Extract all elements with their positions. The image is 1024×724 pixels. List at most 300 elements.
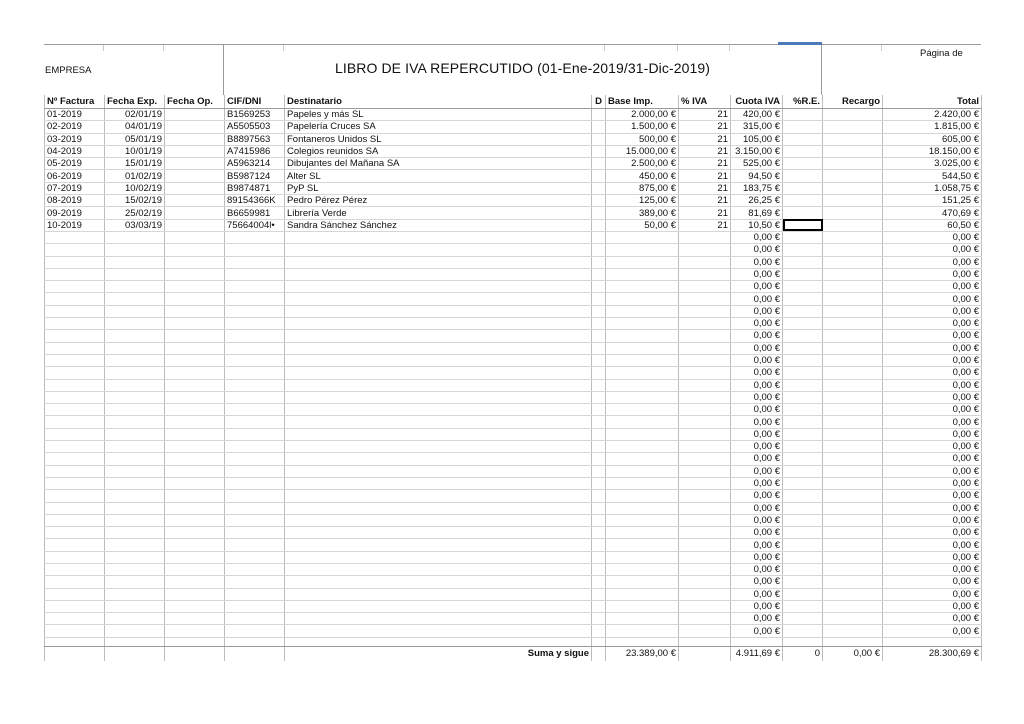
total-dest[interactable]: Suma y sigue bbox=[285, 646, 592, 661]
cell-iva[interactable] bbox=[679, 293, 731, 305]
cell-iva[interactable]: 21 bbox=[679, 207, 731, 219]
cell-base[interactable] bbox=[606, 453, 679, 465]
cell-base[interactable] bbox=[606, 379, 679, 391]
cell-fop[interactable] bbox=[165, 109, 225, 121]
cell-recargo[interactable] bbox=[823, 219, 883, 231]
total-cif[interactable] bbox=[225, 646, 285, 661]
cell-factura[interactable] bbox=[45, 293, 105, 305]
cell-re[interactable] bbox=[783, 527, 823, 539]
cell-cif[interactable]: B1569253 bbox=[225, 109, 285, 121]
cell-iva[interactable] bbox=[679, 305, 731, 317]
cell-dest[interactable] bbox=[285, 477, 592, 489]
cell-iva[interactable] bbox=[679, 588, 731, 600]
cell-fexp[interactable] bbox=[105, 342, 165, 354]
cell-recargo[interactable] bbox=[823, 404, 883, 416]
cell-total[interactable]: 1.058,75 € bbox=[883, 182, 982, 194]
cell-cuota[interactable]: 0,00 € bbox=[731, 305, 783, 317]
cell-iva[interactable] bbox=[679, 527, 731, 539]
cell-iva[interactable] bbox=[679, 391, 731, 403]
cell-d[interactable] bbox=[592, 330, 606, 342]
col-header-fecha-exp[interactable]: Fecha Exp. bbox=[105, 95, 165, 109]
cell-fexp[interactable] bbox=[105, 268, 165, 280]
cell-total[interactable]: 2.420,00 € bbox=[883, 109, 982, 121]
total-factura[interactable] bbox=[45, 646, 105, 661]
cell-cif[interactable] bbox=[225, 514, 285, 526]
cell-factura[interactable] bbox=[45, 465, 105, 477]
cell-fexp[interactable] bbox=[105, 490, 165, 502]
cell-d[interactable] bbox=[592, 158, 606, 170]
cell-iva[interactable] bbox=[679, 281, 731, 293]
cell-cif[interactable] bbox=[225, 551, 285, 563]
cell-dest[interactable] bbox=[285, 391, 592, 403]
cell-fexp[interactable]: 03/03/19 bbox=[105, 219, 165, 231]
cell-fexp[interactable] bbox=[105, 367, 165, 379]
cell-dest[interactable]: Sandra Sánchez Sánchez bbox=[285, 219, 592, 231]
cell-base[interactable] bbox=[606, 490, 679, 502]
cell-cif[interactable] bbox=[225, 268, 285, 280]
cell-recargo[interactable] bbox=[823, 588, 883, 600]
cell-fop[interactable] bbox=[165, 600, 225, 612]
cell-fop[interactable] bbox=[165, 219, 225, 231]
cell-fexp[interactable] bbox=[105, 391, 165, 403]
cell-re[interactable] bbox=[783, 441, 823, 453]
cell-d[interactable] bbox=[592, 354, 606, 366]
cell-total[interactable]: 544,50 € bbox=[883, 170, 982, 182]
cell-fexp[interactable] bbox=[105, 527, 165, 539]
cell-fexp[interactable]: 01/02/19 bbox=[105, 170, 165, 182]
total-recargo[interactable]: 0,00 € bbox=[823, 646, 883, 661]
cell-cif[interactable] bbox=[225, 453, 285, 465]
cell-iva[interactable] bbox=[679, 477, 731, 489]
cell-factura[interactable] bbox=[45, 318, 105, 330]
cell-total[interactable]: 0,00 € bbox=[883, 465, 982, 477]
cell-dest[interactable] bbox=[285, 330, 592, 342]
cell-factura[interactable] bbox=[45, 600, 105, 612]
cell-d[interactable] bbox=[592, 379, 606, 391]
cell-fop[interactable] bbox=[165, 367, 225, 379]
cell-cuota[interactable]: 0,00 € bbox=[731, 576, 783, 588]
cell-base[interactable] bbox=[606, 404, 679, 416]
cell-d[interactable] bbox=[592, 145, 606, 157]
cell-fop[interactable] bbox=[165, 502, 225, 514]
cell-cuota[interactable]: 0,00 € bbox=[731, 268, 783, 280]
col-header-iva[interactable]: % IVA bbox=[679, 95, 731, 109]
cell-cuota[interactable]: 0,00 € bbox=[731, 330, 783, 342]
cell-fop[interactable] bbox=[165, 637, 225, 646]
cell-fop[interactable] bbox=[165, 330, 225, 342]
cell-factura[interactable]: 05-2019 bbox=[45, 158, 105, 170]
cell-cuota[interactable]: 0,00 € bbox=[731, 477, 783, 489]
cell-fexp[interactable] bbox=[105, 563, 165, 575]
cell-d[interactable] bbox=[592, 133, 606, 145]
cell-dest[interactable] bbox=[285, 293, 592, 305]
cell-fexp[interactable]: 04/01/19 bbox=[105, 121, 165, 133]
cell-total[interactable]: 0,00 € bbox=[883, 613, 982, 625]
cell-cuota[interactable]: 0,00 € bbox=[731, 441, 783, 453]
cell-cuota[interactable]: 0,00 € bbox=[731, 588, 783, 600]
cell-fop[interactable] bbox=[165, 207, 225, 219]
col-header-recargo[interactable]: Recargo bbox=[823, 95, 883, 109]
cell-dest[interactable]: Papelería Cruces SA bbox=[285, 121, 592, 133]
cell-fexp[interactable] bbox=[105, 379, 165, 391]
cell-base[interactable] bbox=[606, 416, 679, 428]
cell-factura[interactable] bbox=[45, 268, 105, 280]
cell-recargo[interactable] bbox=[823, 281, 883, 293]
cell-factura[interactable] bbox=[45, 367, 105, 379]
cell-fop[interactable] bbox=[165, 293, 225, 305]
cell-cif[interactable] bbox=[225, 354, 285, 366]
cell-fop[interactable] bbox=[165, 477, 225, 489]
total-re[interactable]: 0 bbox=[783, 646, 823, 661]
cell-dest[interactable] bbox=[285, 465, 592, 477]
cell-recargo[interactable] bbox=[823, 490, 883, 502]
cell-iva[interactable]: 21 bbox=[679, 219, 731, 231]
cell-total[interactable]: 0,00 € bbox=[883, 625, 982, 637]
cell-dest[interactable]: Pedro Pérez Pérez bbox=[285, 195, 592, 207]
cell-re[interactable] bbox=[783, 416, 823, 428]
cell-base[interactable] bbox=[606, 231, 679, 243]
cell-dest[interactable] bbox=[285, 231, 592, 243]
cell-dest[interactable] bbox=[285, 514, 592, 526]
cell-iva[interactable] bbox=[679, 539, 731, 551]
cell-fop[interactable] bbox=[165, 121, 225, 133]
cell-cif[interactable] bbox=[225, 539, 285, 551]
cell-recargo[interactable] bbox=[823, 391, 883, 403]
col-header-factura[interactable]: Nº Factura bbox=[45, 95, 105, 109]
cell-cuota[interactable]: 0,00 € bbox=[731, 527, 783, 539]
cell-fexp[interactable] bbox=[105, 539, 165, 551]
cell-re[interactable] bbox=[783, 514, 823, 526]
total-d[interactable] bbox=[592, 646, 606, 661]
cell-d[interactable] bbox=[592, 514, 606, 526]
cell-recargo[interactable] bbox=[823, 563, 883, 575]
cell-fexp[interactable] bbox=[105, 613, 165, 625]
cell-total[interactable]: 0,00 € bbox=[883, 404, 982, 416]
cell-iva[interactable] bbox=[679, 441, 731, 453]
cell-d[interactable] bbox=[592, 490, 606, 502]
cell-total[interactable]: 60,50 € bbox=[883, 219, 982, 231]
cell-cuota[interactable] bbox=[731, 637, 783, 646]
cell-re[interactable] bbox=[783, 539, 823, 551]
cell-total[interactable]: 0,00 € bbox=[883, 379, 982, 391]
cell-fop[interactable] bbox=[165, 576, 225, 588]
cell-cuota[interactable]: 183,75 € bbox=[731, 182, 783, 194]
total-cuota[interactable]: 4.911,69 € bbox=[731, 646, 783, 661]
cell-cuota[interactable]: 0,00 € bbox=[731, 600, 783, 612]
cell-d[interactable] bbox=[592, 268, 606, 280]
cell-recargo[interactable] bbox=[823, 625, 883, 637]
cell-re[interactable] bbox=[783, 145, 823, 157]
cell-total[interactable]: 0,00 € bbox=[883, 256, 982, 268]
cell-total[interactable]: 1.815,00 € bbox=[883, 121, 982, 133]
cell-iva[interactable] bbox=[679, 330, 731, 342]
cell-base[interactable] bbox=[606, 256, 679, 268]
cell-d[interactable] bbox=[592, 404, 606, 416]
cell-fop[interactable] bbox=[165, 563, 225, 575]
cell-cuota[interactable]: 0,00 € bbox=[731, 318, 783, 330]
cell-recargo[interactable] bbox=[823, 428, 883, 440]
cell-dest[interactable]: Librería Verde bbox=[285, 207, 592, 219]
cell-factura[interactable]: 01-2019 bbox=[45, 109, 105, 121]
cell-cuota[interactable]: 315,00 € bbox=[731, 121, 783, 133]
cell-cuota[interactable]: 0,00 € bbox=[731, 502, 783, 514]
cell-re[interactable] bbox=[783, 600, 823, 612]
cell-fexp[interactable] bbox=[105, 477, 165, 489]
cell-d[interactable] bbox=[592, 219, 606, 231]
cell-cif[interactable] bbox=[225, 625, 285, 637]
cell-recargo[interactable] bbox=[823, 121, 883, 133]
cell-re[interactable] bbox=[783, 195, 823, 207]
cell-total[interactable]: 0,00 € bbox=[883, 354, 982, 366]
cell-d[interactable] bbox=[592, 305, 606, 317]
cell-cuota[interactable]: 0,00 € bbox=[731, 551, 783, 563]
cell-cuota[interactable]: 0,00 € bbox=[731, 354, 783, 366]
cell-cuota[interactable]: 0,00 € bbox=[731, 256, 783, 268]
cell-cif[interactable] bbox=[225, 490, 285, 502]
cell-factura[interactable] bbox=[45, 576, 105, 588]
cell-dest[interactable] bbox=[285, 367, 592, 379]
cell-factura[interactable]: 03-2019 bbox=[45, 133, 105, 145]
cell-iva[interactable] bbox=[679, 244, 731, 256]
cell-iva[interactable] bbox=[679, 453, 731, 465]
cell-fop[interactable] bbox=[165, 268, 225, 280]
cell-d[interactable] bbox=[592, 539, 606, 551]
cell-d[interactable] bbox=[592, 527, 606, 539]
cell-total[interactable]: 0,00 € bbox=[883, 416, 982, 428]
cell-cuota[interactable]: 0,00 € bbox=[731, 465, 783, 477]
cell-base[interactable]: 875,00 € bbox=[606, 182, 679, 194]
cell-fexp[interactable] bbox=[105, 231, 165, 243]
cell-iva[interactable] bbox=[679, 490, 731, 502]
cell-iva[interactable]: 21 bbox=[679, 195, 731, 207]
cell-d[interactable] bbox=[592, 182, 606, 194]
cell-cif[interactable] bbox=[225, 318, 285, 330]
cell-dest[interactable] bbox=[285, 490, 592, 502]
cell-fop[interactable] bbox=[165, 195, 225, 207]
cell-base[interactable]: 2.500,00 € bbox=[606, 158, 679, 170]
cell-factura[interactable] bbox=[45, 256, 105, 268]
cell-cif[interactable] bbox=[225, 367, 285, 379]
cell-total[interactable]: 151,25 € bbox=[883, 195, 982, 207]
cell-base[interactable] bbox=[606, 625, 679, 637]
cell-factura[interactable] bbox=[45, 416, 105, 428]
cell-recargo[interactable] bbox=[823, 502, 883, 514]
cell-cif[interactable]: B8897563 bbox=[225, 133, 285, 145]
cell-factura[interactable] bbox=[45, 244, 105, 256]
cell-dest[interactable] bbox=[285, 551, 592, 563]
cell-base[interactable] bbox=[606, 563, 679, 575]
cell-d[interactable] bbox=[592, 588, 606, 600]
cell-fexp[interactable]: 25/02/19 bbox=[105, 207, 165, 219]
cell-factura[interactable] bbox=[45, 281, 105, 293]
cell-fop[interactable] bbox=[165, 391, 225, 403]
cell-iva[interactable] bbox=[679, 625, 731, 637]
cell-base[interactable] bbox=[606, 318, 679, 330]
cell-iva[interactable] bbox=[679, 600, 731, 612]
cell-recargo[interactable] bbox=[823, 613, 883, 625]
cell-fop[interactable] bbox=[165, 514, 225, 526]
cell-cif[interactable] bbox=[225, 416, 285, 428]
cell-fexp[interactable] bbox=[105, 428, 165, 440]
cell-cif[interactable] bbox=[225, 588, 285, 600]
cell-re[interactable] bbox=[783, 207, 823, 219]
cell-iva[interactable]: 21 bbox=[679, 145, 731, 157]
cell-re[interactable] bbox=[783, 244, 823, 256]
cell-cuota[interactable]: 0,00 € bbox=[731, 367, 783, 379]
cell-recargo[interactable] bbox=[823, 379, 883, 391]
cell-cuota[interactable]: 26,25 € bbox=[731, 195, 783, 207]
cell-fop[interactable] bbox=[165, 256, 225, 268]
cell-fop[interactable] bbox=[165, 416, 225, 428]
cell-total[interactable]: 3.025,00 € bbox=[883, 158, 982, 170]
cell-d[interactable] bbox=[592, 281, 606, 293]
cell-d[interactable] bbox=[592, 342, 606, 354]
cell-fop[interactable] bbox=[165, 588, 225, 600]
cell-factura[interactable] bbox=[45, 625, 105, 637]
cell-re[interactable] bbox=[783, 293, 823, 305]
cell-cif[interactable] bbox=[225, 637, 285, 646]
cell-total[interactable]: 0,00 € bbox=[883, 281, 982, 293]
cell-d[interactable] bbox=[592, 613, 606, 625]
cell-iva[interactable] bbox=[679, 502, 731, 514]
cell-fexp[interactable]: 15/01/19 bbox=[105, 158, 165, 170]
cell-cif[interactable] bbox=[225, 305, 285, 317]
cell-cif[interactable]: B9874871 bbox=[225, 182, 285, 194]
cell-cif[interactable]: B6659981 bbox=[225, 207, 285, 219]
cell-iva[interactable] bbox=[679, 465, 731, 477]
cell-base[interactable]: 15.000,00 € bbox=[606, 145, 679, 157]
cell-fexp[interactable]: 02/01/19 bbox=[105, 109, 165, 121]
cell-cuota[interactable]: 0,00 € bbox=[731, 379, 783, 391]
cell-recargo[interactable] bbox=[823, 453, 883, 465]
cell-iva[interactable] bbox=[679, 416, 731, 428]
cell-factura[interactable] bbox=[45, 305, 105, 317]
cell-fexp[interactable] bbox=[105, 293, 165, 305]
cell-total[interactable]: 0,00 € bbox=[883, 318, 982, 330]
cell-cif[interactable]: 89154366K bbox=[225, 195, 285, 207]
cell-fop[interactable] bbox=[165, 625, 225, 637]
cell-base[interactable]: 125,00 € bbox=[606, 195, 679, 207]
cell-iva[interactable] bbox=[679, 367, 731, 379]
cell-base[interactable] bbox=[606, 281, 679, 293]
cell-fexp[interactable] bbox=[105, 244, 165, 256]
col-header-re[interactable]: %R.E. bbox=[783, 95, 823, 109]
cell-dest[interactable] bbox=[285, 637, 592, 646]
cell-cif[interactable] bbox=[225, 293, 285, 305]
cell-cif[interactable] bbox=[225, 465, 285, 477]
cell-factura[interactable]: 07-2019 bbox=[45, 182, 105, 194]
cell-recargo[interactable] bbox=[823, 305, 883, 317]
cell-factura[interactable] bbox=[45, 490, 105, 502]
cell-dest[interactable]: Colegios reunidos SA bbox=[285, 145, 592, 157]
cell-iva[interactable] bbox=[679, 514, 731, 526]
cell-factura[interactable] bbox=[45, 342, 105, 354]
cell-d[interactable] bbox=[592, 477, 606, 489]
cell-recargo[interactable] bbox=[823, 465, 883, 477]
cell-base[interactable] bbox=[606, 465, 679, 477]
cell-cuota[interactable]: 10,50 € bbox=[731, 219, 783, 231]
cell-re[interactable] bbox=[783, 379, 823, 391]
cell-d[interactable] bbox=[592, 391, 606, 403]
cell-recargo[interactable] bbox=[823, 170, 883, 182]
cell-total[interactable]: 0,00 € bbox=[883, 428, 982, 440]
cell-fexp[interactable] bbox=[105, 281, 165, 293]
cell-recargo[interactable] bbox=[823, 330, 883, 342]
cell-base[interactable] bbox=[606, 367, 679, 379]
cell-cif[interactable] bbox=[225, 613, 285, 625]
cell-factura[interactable]: 10-2019 bbox=[45, 219, 105, 231]
cell-dest[interactable] bbox=[285, 354, 592, 366]
cell-cuota[interactable]: 0,00 € bbox=[731, 281, 783, 293]
cell-d[interactable] bbox=[592, 256, 606, 268]
cell-recargo[interactable] bbox=[823, 293, 883, 305]
cell-d[interactable] bbox=[592, 416, 606, 428]
cell-fexp[interactable] bbox=[105, 404, 165, 416]
cell-iva[interactable] bbox=[679, 354, 731, 366]
cell-dest[interactable] bbox=[285, 428, 592, 440]
cell-total[interactable]: 0,00 € bbox=[883, 576, 982, 588]
cell-total[interactable]: 0,00 € bbox=[883, 244, 982, 256]
cell-total[interactable]: 0,00 € bbox=[883, 391, 982, 403]
cell-dest[interactable] bbox=[285, 613, 592, 625]
cell-base[interactable]: 500,00 € bbox=[606, 133, 679, 145]
total-fop[interactable] bbox=[165, 646, 225, 661]
cell-d[interactable] bbox=[592, 121, 606, 133]
cell-d[interactable] bbox=[592, 465, 606, 477]
cell-re[interactable] bbox=[783, 342, 823, 354]
cell-d[interactable] bbox=[592, 600, 606, 612]
cell-cuota[interactable]: 0,00 € bbox=[731, 231, 783, 243]
cell-re[interactable] bbox=[783, 158, 823, 170]
cell-fop[interactable] bbox=[165, 441, 225, 453]
cell-re[interactable] bbox=[783, 551, 823, 563]
cell-iva[interactable] bbox=[679, 576, 731, 588]
cell-cuota[interactable]: 105,00 € bbox=[731, 133, 783, 145]
cell-total[interactable]: 0,00 € bbox=[883, 367, 982, 379]
cell-total[interactable]: 0,00 € bbox=[883, 490, 982, 502]
cell-factura[interactable] bbox=[45, 379, 105, 391]
cell-base[interactable] bbox=[606, 539, 679, 551]
cell-re[interactable] bbox=[783, 281, 823, 293]
cell-re[interactable] bbox=[783, 109, 823, 121]
cell-re[interactable] bbox=[783, 453, 823, 465]
cell-cif[interactable] bbox=[225, 342, 285, 354]
cell-factura[interactable]: 08-2019 bbox=[45, 195, 105, 207]
cell-fexp[interactable] bbox=[105, 551, 165, 563]
cell-recargo[interactable] bbox=[823, 133, 883, 145]
cell-fop[interactable] bbox=[165, 133, 225, 145]
cell-total[interactable]: 0,00 € bbox=[883, 563, 982, 575]
col-header-base[interactable]: Base Imp. bbox=[606, 95, 679, 109]
cell-fexp[interactable] bbox=[105, 305, 165, 317]
total-iva[interactable] bbox=[679, 646, 731, 661]
cell-re[interactable] bbox=[783, 637, 823, 646]
cell-d[interactable] bbox=[592, 293, 606, 305]
cell-fop[interactable] bbox=[165, 539, 225, 551]
cell-total[interactable]: 0,00 € bbox=[883, 527, 982, 539]
cell-base[interactable] bbox=[606, 588, 679, 600]
cell-recargo[interactable] bbox=[823, 145, 883, 157]
cell-cif[interactable] bbox=[225, 502, 285, 514]
cell-re[interactable] bbox=[783, 182, 823, 194]
cell-base[interactable]: 389,00 € bbox=[606, 207, 679, 219]
cell-factura[interactable] bbox=[45, 539, 105, 551]
cell-fexp[interactable] bbox=[105, 453, 165, 465]
cell-factura[interactable]: 04-2019 bbox=[45, 145, 105, 157]
cell-dest[interactable] bbox=[285, 502, 592, 514]
cell-fop[interactable] bbox=[165, 354, 225, 366]
cell-re[interactable] bbox=[783, 367, 823, 379]
